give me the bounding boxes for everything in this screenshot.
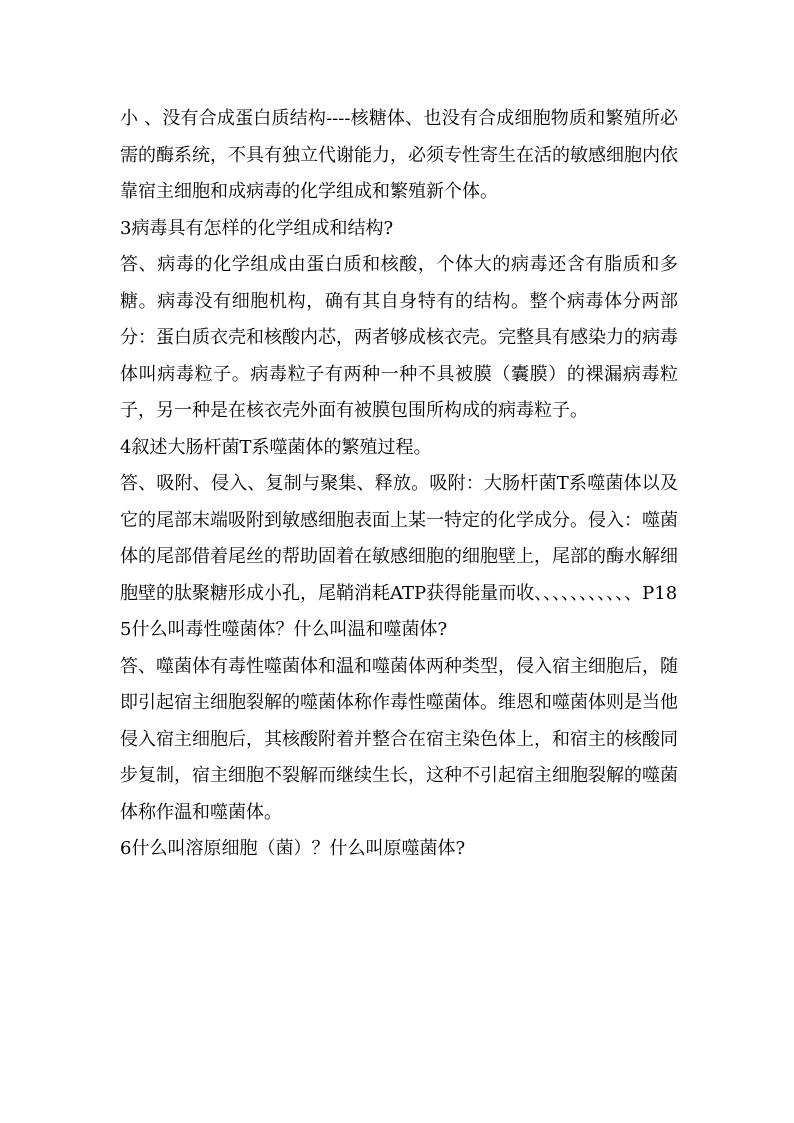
answer-4-paragraph: 答、吸附、侵入、复制与聚集、释放。吸附：大肠杆菌T系噬菌体以及它的尾部末端吸附到敏感细胞表面上某一特定的化学成分。侵入：噬菌体的尾部借着尾丝的帮助固着在敏感细胞的细胞壁上，尾部的酶水解细胞壁的肽聚糖形成小孔，尾鞘消耗ATP获得能量而收、、、、、、、、、、、P18 bbox=[120, 473, 678, 604]
question-6-heading: 6什么叫溶原细胞（菌）？什么叫原噬菌体? bbox=[120, 838, 466, 859]
question-4-heading: 4叙述大肠杆菌T系噬菌体的繁殖过程。 bbox=[120, 436, 432, 458]
paragraph-viral-structure-intro: 小 、没有合成蛋白质结构----核糖体、也没有合成细胞物质和繁殖所必需的酶系统，不具有独立代谢能力，必须专性寄生在活的敏感细胞内依靠宿主细胞和成病毒的化学组成和繁殖新个体。 bbox=[120, 108, 678, 202]
answer-3-paragraph: 答、病毒的化学组成由蛋白质和核酸，个体大的病毒还含有脂质和多糖。病毒没有细胞机构，确有其自身特有的结构。整个病毒体分两部分：蛋白质衣壳和核酸内芯，两者够成核衣壳。完整具有感染力的病毒体叫病毒粒子。病毒粒子有两种一种不具被膜（囊膜）的裸漏病毒粒子，另一种是在核衣壳外面有被膜包围所构成的病毒粒子。 bbox=[120, 254, 678, 421]
answer-5-paragraph: 答、噬菌体有毒性噬菌体和温和噬菌体两种类型，侵入宿主细胞后，随即引起宿主细胞裂解的噬菌体称作毒性噬菌体。维恩和噬菌体则是当他侵入宿主细胞后，其核酸附着并整合在宿主染色体上，和宿主的核酸同步复制，宿主细胞不裂解而继续生长，这种不引起宿主细胞裂解的噬菌体称作温和噬菌体。 bbox=[120, 655, 678, 823]
question-3-heading: 3病毒具有怎样的化学组成和结构? bbox=[120, 217, 394, 239]
document-body bbox=[120, 101, 678, 868]
question-5-heading: 5什么叫毒性噬菌体？什么叫温和噬菌体? bbox=[120, 619, 448, 640]
